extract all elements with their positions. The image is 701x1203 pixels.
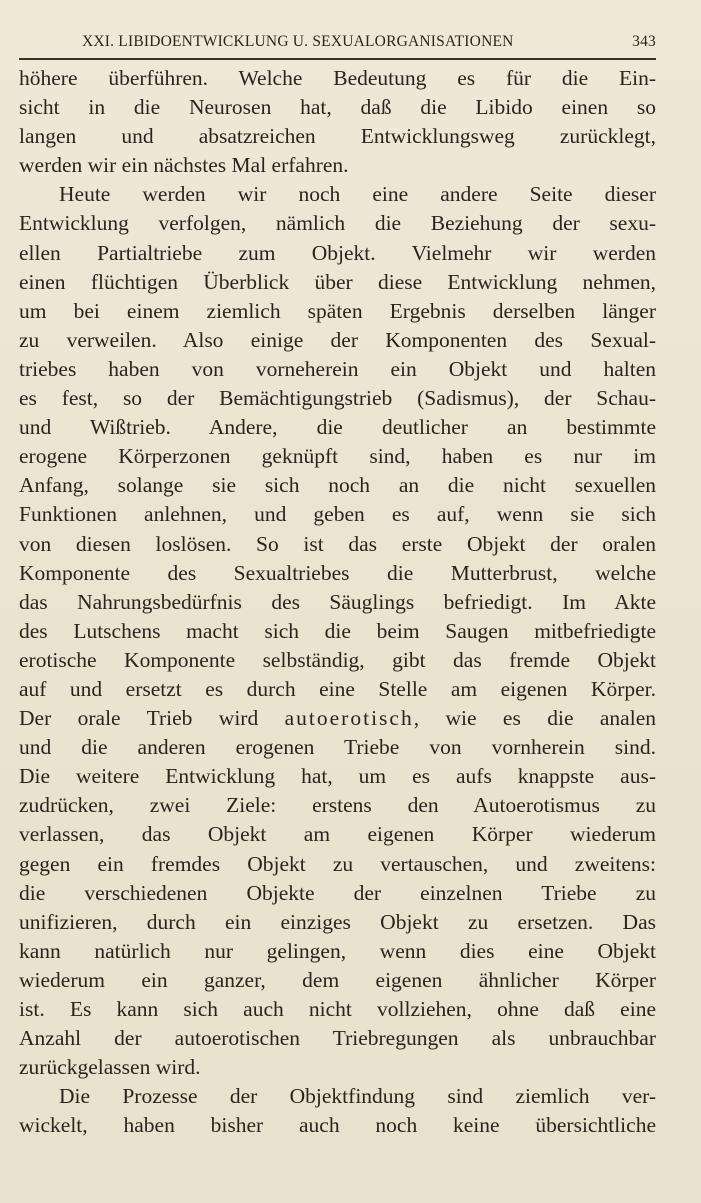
text-line: höhere überführen. Welche Bedeutung es für die Ein- <box>19 66 656 90</box>
text-line: Funktionen anlehnen, und geben es auf, wenn sie sich <box>19 502 656 527</box>
text-line: Entwicklung verfolgen, nämlich die Beziehung der sexu- <box>19 211 656 236</box>
text-line: wiederum ein ganzer, dem eigenen ähnlicher Körper <box>19 967 656 992</box>
text-line: ist. Es kann sich auch nicht vollziehen, ohne daß eine <box>19 997 656 1021</box>
text-line: erogene Körperzonen geknüpft sind, haben es nur im <box>19 444 656 469</box>
text-line: kann natürlich nur gelingen, wenn dies eine Objekt <box>19 938 656 963</box>
text-line: ellen Partialtriebe zum Objekt. Vielmehr wir werden <box>19 240 656 265</box>
text-line: und die anderen erogenen Triebe von vornherein sind. <box>19 735 656 760</box>
text-line: gegen ein fremdes Objekt zu vertauschen, und zweitens: <box>19 851 656 876</box>
text-line: zudrücken, zwei Ziele: erstens den Autoerotismus zu <box>19 793 656 818</box>
text-line: wickelt, haben bisher auch noch keine übersichtliche <box>19 1113 656 1138</box>
text-line: einen flüchtigen Überblick über diese Entwicklung nehmen, <box>19 269 656 294</box>
page-header <box>68 33 656 57</box>
text-line: triebes haben von vorneherein ein Objekt und halten <box>19 356 656 381</box>
line-fragment: Der orale Trieb wird <box>19 706 285 731</box>
text-line: die verschiedenen Objekte der einzelnen Triebe zu <box>19 880 656 905</box>
text-line: des Lutschens macht sich die beim Saugen mitbefriedigte <box>19 618 656 643</box>
text-line: Die Prozesse der Objektfindung sind ziemlich ver- <box>59 1084 656 1109</box>
text-line: und Wißtrieb. Andere, die deutlicher an bestimmte <box>19 415 656 440</box>
text-line: von diesen loslösen. So ist das erste Objekt der oralen <box>19 531 656 556</box>
text-line: zu verweilen. Also einige der Komponenten des Sexual- <box>19 327 656 352</box>
body-text <box>19 64 656 1140</box>
text-line: erotische Komponente selbständig, gibt das fremde Objekt <box>19 647 656 672</box>
text-line: sicht in die Neurosen hat, daß die Libido einen so <box>19 95 656 120</box>
text-line: Die weitere Entwicklung hat, um es aufs knappste aus- <box>19 764 656 789</box>
text-line: langen und absatzreichen Entwicklungsweg zurücklegt, <box>19 124 656 149</box>
emphasized-word: autoerotisch <box>284 706 414 731</box>
text-line-autoerotic <box>19 704 656 733</box>
text-line: verlassen, das Objekt am eigenen Körper wiederum <box>19 822 656 847</box>
text-line: unifizieren, durch ein einziges Objekt zu ersetzen. Das <box>19 909 656 934</box>
text-line: Komponente des Sexualtriebes die Mutterbrust, welche <box>19 560 656 585</box>
text-line: um bei einem ziemlich späten Ergebnis derselben länger <box>19 298 656 323</box>
text-line: es fest, so der Bemächtigungstrieb (Sadismus), der Schau- <box>19 386 656 411</box>
page-number: 343 <box>632 33 656 50</box>
text-line: zurückgelassen wird. <box>19 1055 201 1080</box>
text-line: werden wir ein nächstes Mal erfahren. <box>19 153 349 178</box>
line-fragment: , wie es die analen <box>413 706 656 731</box>
header-rule <box>19 58 656 60</box>
text-line: Anzahl der autoerotischen Triebregungen als unbrauchbar <box>19 1026 656 1051</box>
text-line: das Nahrungsbedürfnis des Säuglings befriedigt. Im Akte <box>19 589 656 614</box>
running-head: XXI. LIBIDOENTWICKLUNG U. SEXUALORGANISATIONEN <box>82 33 514 50</box>
text-line: Anfang, solange sie sich noch an die nicht sexuellen <box>19 473 656 498</box>
text-line: Heute werden wir noch eine andere Seite dieser <box>59 182 656 207</box>
text-line: auf und ersetzt es durch eine Stelle am eigenen Körper. <box>19 676 656 701</box>
